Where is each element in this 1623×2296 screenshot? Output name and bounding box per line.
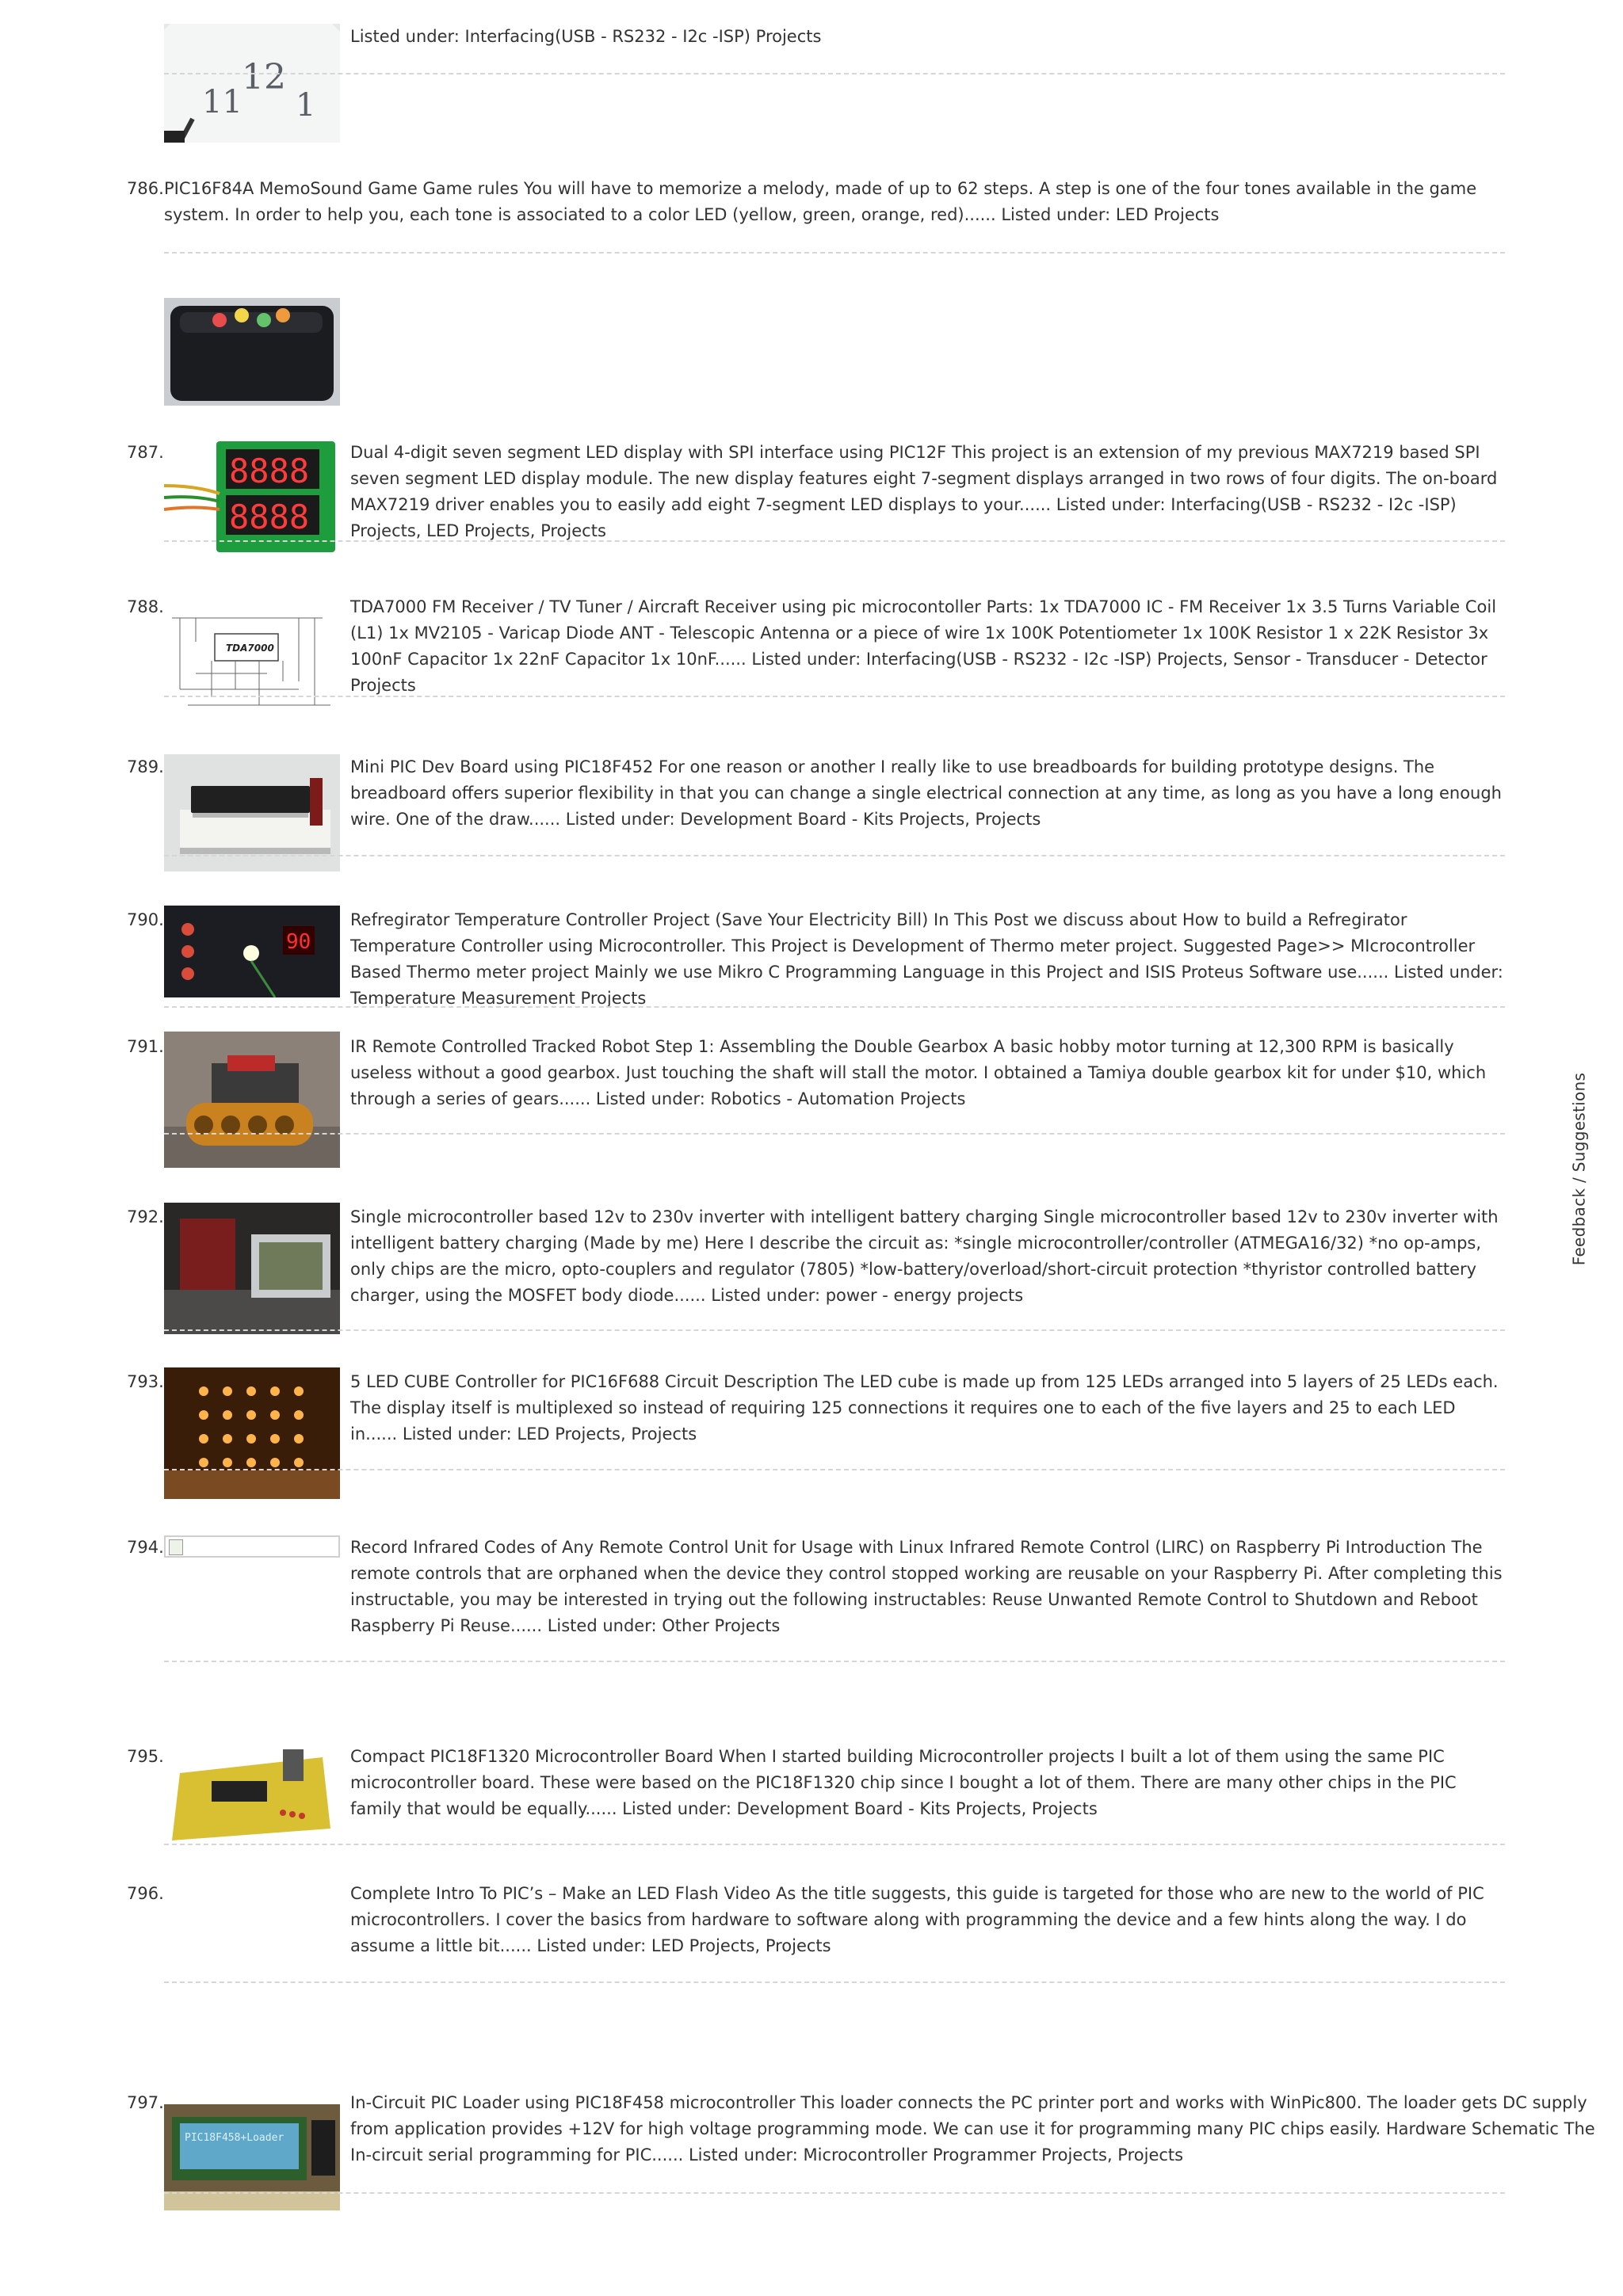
entry-description[interactable]: Single microcontroller based 12v to 230v inverter with intelligent battery charging Single microcontroller based 12v to 230v inverter with intelligent battery charging (Made by me) Here I describe the circuit as: *single microcontroller/controller (ATMEGA16/32) *no op-amps, only chips are the micro, opto-couplers and regulator (7805) *low-battery/overload/short-circuit protection *thyristor controlled battery charger, using the MOSFET body diode...... Listed under: power - energy projects [350, 1207, 1499, 1305]
separator [164, 855, 1505, 856]
separator [164, 2192, 1505, 2194]
entry-description[interactable]: 5 LED CUBE Controller for PIC16F688 Circuit Description The LED cube is made up from 125 LEDs arranged into 5 layers of 25 LEDs each. The display itself is multiplexed so instead of requiring 125 connections it requires one to each of the five layers and 25 to each LED in...... Listed under: LED Projects, Projects [350, 1372, 1499, 1444]
separator [164, 73, 1505, 74]
entry-description[interactable]: Refregirator Temperature Controller Project (Save Your Electricity Bill) In This Post we discuss about How to build a Refregirator Temperature Controller using Microcontroller. This Project is Development of Thermo meter project. Suggested Page>> MIcrocontroller Based Thermo meter project Mainly we use Mikro C Programming Language in this Project and ISIS Proteus Software use...... Listed under: Temperature Measurement Projects [350, 910, 1503, 1008]
pic-loader-image [164, 2104, 340, 2210]
robot-thumbnail[interactable] [164, 1032, 340, 1168]
separator [164, 1844, 1505, 1845]
clock-thumbnail[interactable] [164, 24, 340, 143]
item-number: 795. [127, 1747, 164, 1766]
entry-description[interactable]: Compact PIC18F1320 Microcontroller Board When I started building Microcontroller projects I built a lot of them using the same PIC microcontroller board. These were based on the PIC18F1320 chip since I bought a lot of them. There are many other chips in the PIC family that would be equally...... Listed under: Development Board - Kits Projects, Projects [350, 1747, 1457, 1818]
entry-description[interactable]: Complete Intro To PIC’s – Make an LED Flash Video As the title suggests, this guide is targeted for those who are new to the world of PIC microcontrollers. I cover the basics from hardware to software along with programming the device and a few hints along the way. I do assume a little bit...... Listed under: LED Projects, Projects [350, 1884, 1484, 1955]
svg-text:11: 11 [202, 84, 242, 120]
dev-board-image [164, 754, 340, 871]
separator [164, 252, 1505, 254]
clock-image [164, 24, 340, 143]
seven-segment-thumbnail[interactable] [164, 438, 340, 557]
item-number: 794. [127, 1538, 164, 1557]
item-number: 787. [127, 443, 164, 462]
dev-board-thumbnail[interactable] [164, 754, 340, 871]
feedback-label: Feedback / Suggestions [1569, 1072, 1589, 1265]
separator [164, 540, 1505, 542]
separator [164, 1329, 1505, 1331]
item-number: 786. [127, 179, 164, 198]
entry-description[interactable]: Record Infrared Codes of Any Remote Control Unit for Usage with Linux Infrared Remote Control (LIRC) on Raspberry Pi Introduction The remote controls that are orphaned when the device they control stopped working are reusable on your Raspberry Pi. After completing this instructable, you may be interested in trying out the following instructables: Reuse Unwanted Remote Control to Shutdown and Reboot Raspberry Pi Reuse...... Listed under: Other Projects [350, 1538, 1503, 1635]
schematic-thumbnail[interactable] [164, 594, 340, 718]
item-number: 793. [127, 1372, 164, 1391]
pic-board-thumbnail[interactable] [164, 1741, 340, 1844]
entry-description[interactable]: Listed under: Interfacing(USB - RS232 - I2c -ISP) Projects [350, 27, 822, 46]
separator [164, 696, 1505, 697]
memosound-thumbnail[interactable] [164, 298, 340, 406]
item-number: 790. [127, 910, 164, 929]
feedback-tab[interactable] [1568, 1072, 1591, 1265]
item-number: 792. [127, 1207, 164, 1226]
seven-segment-image [164, 438, 340, 557]
inverter-image [164, 1203, 340, 1334]
separator [164, 1133, 1505, 1135]
schematic-image [164, 594, 340, 718]
svg-text:8888: 8888 [229, 452, 310, 490]
separator [164, 1006, 1505, 1008]
separator [164, 1469, 1505, 1470]
svg-text:12: 12 [242, 57, 286, 97]
schematic-title: TDA7000 [226, 643, 274, 654]
item-number: 796. [127, 1884, 164, 1903]
item-number: 789. [127, 757, 164, 776]
item-number: 797. [127, 2093, 164, 2112]
entry-description[interactable]: PIC16F84A MemoSound Game Game rules You will have to memorize a melody, made of up to 62 steps. A step is one of the four tones available in the game system. In order to help you, each tone is associated to a color LED (yellow, green, orange, red)...... Listed under: LED Projects [164, 179, 1477, 224]
entry-description[interactable]: IR Remote Controlled Tracked Robot Step 1: Assembling the Double Gearbox A basic hobby motor turning at 12,300 RPM is basically useless without a good gearbox. Just touching the shaft will stall the motor. I obtained a Tamiya double gearbox kit for under $10, which through a series of gears...... Listed under: Robotics - Automation Projects [350, 1037, 1487, 1108]
svg-text:1: 1 [296, 87, 316, 124]
entry-description[interactable]: In-Circuit PIC Loader using PIC18F458 microcontroller This loader connects the PC printer port and works with WinPic800. The loader gets DC supply from application provides +12V for high voltage programming mode. We can use it for programming many PIC chips easily. Hardware Schematic The In-circuit serial programming for PIC...... Listed under: Microcontroller Programmer Projects, Projects [350, 2093, 1595, 2164]
fridge-controller-image [164, 906, 340, 997]
inverter-thumbnail[interactable] [164, 1203, 340, 1334]
robot-image [164, 1032, 340, 1168]
pic-loader-thumbnail[interactable] [164, 2104, 340, 2210]
item-number: 788. [127, 597, 164, 616]
led-cube-thumbnail[interactable] [164, 1367, 340, 1499]
entry-description[interactable]: Dual 4-digit seven segment LED display with SPI interface using PIC12F This project is an extension of my previous MAX7219 based SPI seven segment LED display module. The new display features eight 7-segment displays arranged in two rows of four digits. The on-board MAX7219 driver enables you to easily add eight 7-segment LED displays to your...... Listed under: Interfacing(USB - RS232 - I2c -ISP) Projects, LED Projects, Projects [350, 443, 1498, 540]
memosound-image [164, 298, 340, 406]
item-number: 791. [127, 1037, 164, 1056]
separator [164, 1981, 1505, 1983]
separator [164, 1661, 1505, 1662]
svg-text:8888: 8888 [229, 498, 310, 536]
pic-board-image [164, 1741, 340, 1844]
lcd-line-1: PIC18F458+Loader [185, 2132, 285, 2144]
fridge-controller-thumbnail[interactable] [164, 906, 340, 997]
entry-description[interactable]: TDA7000 FM Receiver / TV Tuner / Aircraft Receiver using pic microcontoller Parts: 1x TDA7000 IC - FM Receiver 1x 3.5 Turns Variable Coil (L1) 1x MV2105 - Varicap Diode ANT - Telescopic Antenna or a piece of wire 1x 100K Potentiometer 1x 100K Resistor 1 x 22K Resistor 3x 100nF Capacitor 1x 22nF Capacitor 1x 10nF...... Listed under: Interfacing(USB - RS232 - I2c -ISP) Projects, Sensor - Transducer - Detector Projects [350, 597, 1497, 695]
entry-description[interactable]: Mini PIC Dev Board using PIC18F452 For one reason or another I really like to use breadboards for building prototype designs. The breadboard offers superior flexibility in that you can change a single electrical connection at any time, as long as you have a long enough wire. One of the draw...... Listed under: Development Board - Kits Projects, Projects [350, 757, 1502, 829]
broken-image-icon [169, 1539, 183, 1555]
broken-image-thumbnail[interactable] [164, 1535, 340, 1558]
temperature-display: 90 [286, 930, 311, 954]
led-cube-image [164, 1367, 340, 1499]
